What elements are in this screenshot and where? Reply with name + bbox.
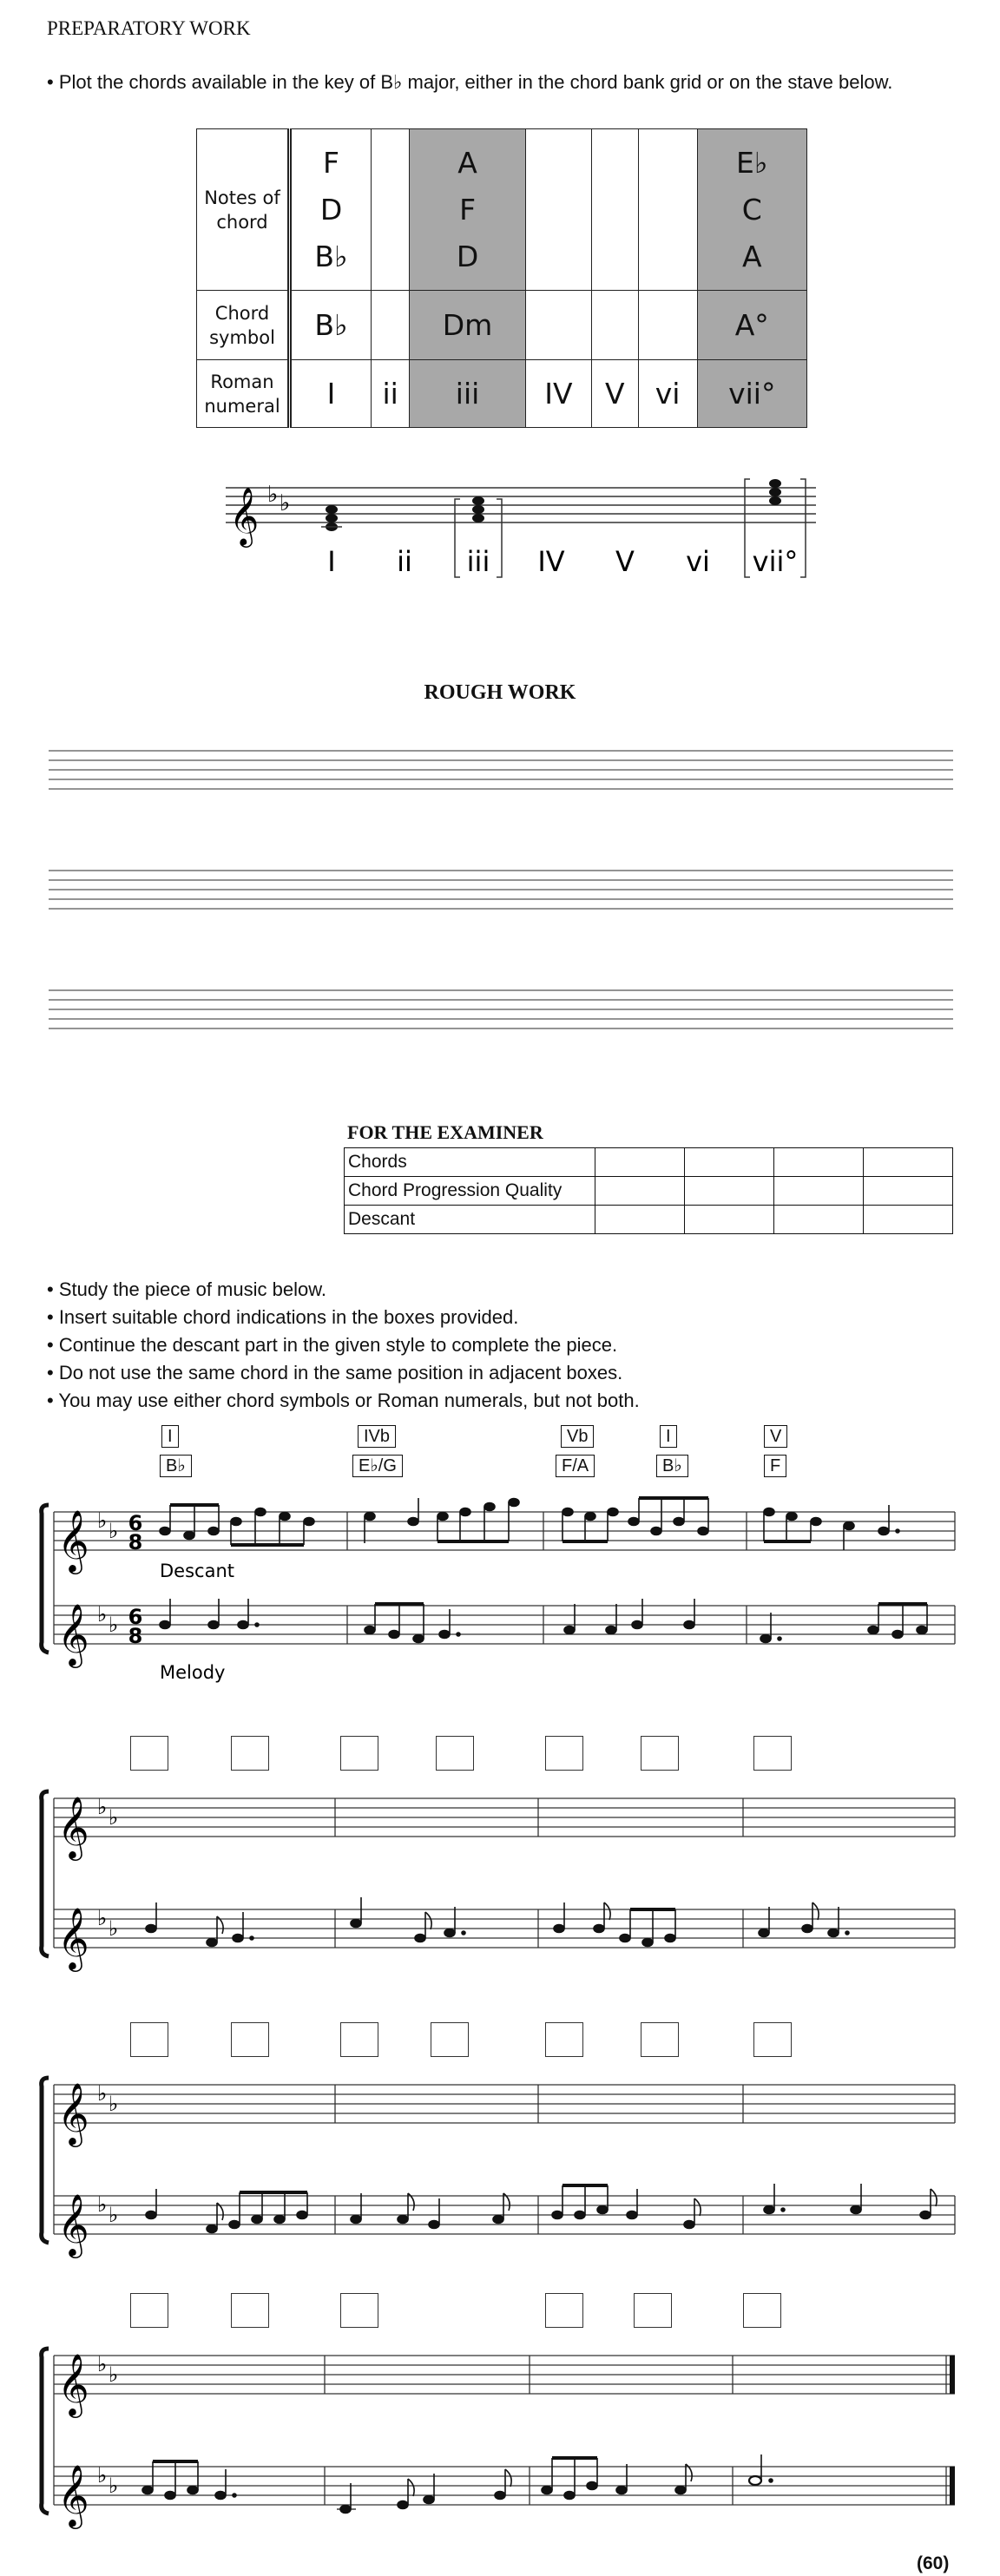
flat-icon: ♭ <box>109 1805 119 1830</box>
bracket-left <box>745 479 750 577</box>
instruction-bullet: • Study the piece of music below. <box>47 1278 326 1300</box>
treble-clef-icon: 𝄞 <box>57 2081 89 2145</box>
stave-numeral: ii <box>397 545 412 578</box>
numeral-cell: vii° <box>697 360 806 428</box>
numeral-cell: I <box>290 360 372 428</box>
treble-clef-icon: 𝄞 <box>57 1602 89 1666</box>
chord-answer-box[interactable] <box>340 1736 378 1771</box>
numeral-cell: iii <box>410 360 526 428</box>
notes-cell[interactable] <box>591 129 638 291</box>
chord-answer-box[interactable] <box>743 2293 781 2328</box>
descant-notes <box>160 1498 899 1550</box>
final-barline <box>950 2356 955 2394</box>
system-brace <box>42 2349 49 2514</box>
notes-cell[interactable]: F D B♭ <box>290 129 372 291</box>
chord-answer-box[interactable] <box>753 1736 792 1771</box>
chord-box-symbol: E♭/G <box>352 1455 403 1477</box>
symbol-cell[interactable]: A° <box>697 291 806 360</box>
bracket-left <box>455 499 460 577</box>
symbol-cell[interactable] <box>591 291 638 360</box>
descant-label: Descant <box>160 1561 234 1581</box>
instruction-bullet: • Continue the descant part in the given style to complete the piece. <box>47 1334 618 1356</box>
notes-cell[interactable]: E♭ C A <box>697 129 806 291</box>
chord-answer-box[interactable] <box>545 1736 583 1771</box>
flat-icon: ♭ <box>109 1916 119 1941</box>
chord-answer-box[interactable] <box>753 2022 792 2057</box>
chord-answer-box[interactable] <box>641 1736 679 1771</box>
chord-notes-I <box>321 505 342 531</box>
system-brace <box>42 1791 49 1956</box>
rough-work-title: ROUGH WORK <box>424 681 576 704</box>
symbol-cell[interactable]: Dm <box>410 291 526 360</box>
stave-numeral: vii° <box>752 545 799 578</box>
chord-bank-grid <box>196 128 807 428</box>
chord-box-symbol: B♭ <box>160 1455 192 1477</box>
music-system-4[interactable] <box>38 2336 967 2536</box>
notes-cell[interactable] <box>638 129 697 291</box>
flat-icon: ♭ <box>109 2203 119 2227</box>
notes-cell[interactable] <box>372 129 410 291</box>
examiner-title: FOR THE EXAMINER <box>347 1121 543 1143</box>
time-sig-bottom: 8 <box>128 1530 143 1554</box>
numeral-cell: vi <box>638 360 697 428</box>
chord-answer-box[interactable] <box>130 2022 168 2057</box>
instruction-bullet: • Do not use the same chord in the same position in adjacent boxes. <box>47 1362 623 1383</box>
stave-numeral: I <box>327 545 336 578</box>
symbol-cell[interactable] <box>372 291 410 360</box>
chord-notes-vii <box>769 479 781 505</box>
bracket-right <box>497 499 502 577</box>
examiner-row-label: Chords <box>345 1148 595 1177</box>
examiner-row-label: Chord Progression Quality <box>345 1177 595 1206</box>
chord-answer-box[interactable] <box>436 1736 474 1771</box>
flat-icon: ♭ <box>97 2192 108 2217</box>
flat-icon: ♭ <box>109 2474 119 2498</box>
chord-box-roman: I <box>660 1425 677 1448</box>
time-sig-top: 6 <box>128 1511 143 1535</box>
melody-notes <box>146 2184 937 2233</box>
stave-numeral: iii <box>466 545 490 578</box>
flat-icon: ♭ <box>267 482 279 508</box>
music-system-2[interactable] <box>38 1779 967 1979</box>
question-instructions <box>47 1276 640 1415</box>
notes-cell[interactable]: A F D <box>410 129 526 291</box>
flat-icon: ♭ <box>109 1613 119 1637</box>
section-title: PREPARATORY WORK <box>47 17 251 39</box>
total-marks: (60) <box>917 2553 950 2573</box>
preparatory-instruction: • Plot the chords available in the key of B♭ major, either in the chord bank grid or on the stave below. <box>47 71 893 93</box>
preparatory-stave <box>217 460 825 590</box>
flat-icon: ♭ <box>109 1519 119 1543</box>
chord-answer-box[interactable] <box>340 2293 378 2328</box>
rough-work-staves[interactable] <box>49 742 953 1055</box>
music-system-1 <box>38 1493 967 1692</box>
chord-answer-box[interactable] <box>431 2022 469 2057</box>
chord-answer-box[interactable] <box>545 2022 583 2057</box>
flat-icon: ♭ <box>109 2362 119 2387</box>
chord-answer-box[interactable] <box>545 2293 583 2328</box>
row-label-notes: Notes of chord <box>197 129 290 291</box>
treble-clef-icon: 𝄞 <box>57 2192 89 2256</box>
symbol-cell[interactable] <box>638 291 697 360</box>
flat-icon: ♭ <box>97 1906 108 1930</box>
flat-icon: ♭ <box>97 1602 108 1626</box>
numeral-cell: ii <box>372 360 410 428</box>
flat-icon: ♭ <box>280 490 291 516</box>
chord-answer-box[interactable] <box>130 2293 168 2328</box>
instruction-bullet: • You may use either chord symbols or Roman numerals, but not both. <box>47 1390 640 1411</box>
chord-box-symbol: F <box>764 1455 786 1477</box>
stave-numeral: IV <box>537 545 565 578</box>
time-sig-bottom: 8 <box>128 1624 143 1648</box>
flat-icon: ♭ <box>97 2081 108 2106</box>
notes-cell[interactable] <box>525 129 591 291</box>
chord-answer-box[interactable] <box>231 2293 269 2328</box>
stave-numeral: vi <box>686 545 710 578</box>
treble-clef-icon: 𝄞 <box>57 1508 89 1572</box>
system-brace <box>42 2078 49 2243</box>
flat-icon: ♭ <box>109 2092 119 2116</box>
chord-box-roman: Vb <box>561 1425 594 1448</box>
chord-answer-box[interactable] <box>231 1736 269 1771</box>
bracket-right <box>800 479 806 577</box>
instruction-bullet: • Insert suitable chord indications in the boxes provided. <box>47 1306 519 1328</box>
row-label-numeral: Roman numeral <box>197 360 290 428</box>
treble-clef-icon: 𝄞 <box>57 1795 89 1858</box>
chord-box-roman: V <box>764 1425 787 1448</box>
treble-clef-icon: 𝄞 <box>57 2352 89 2415</box>
chord-answer-box[interactable] <box>231 2022 269 2057</box>
flat-icon: ♭ <box>97 2352 108 2376</box>
stave-numeral: V <box>615 545 635 578</box>
symbol-cell[interactable] <box>525 291 591 360</box>
examiner-table <box>344 1147 953 1234</box>
chord-answer-box[interactable] <box>340 2022 378 2057</box>
melody-label: Melody <box>160 1662 226 1683</box>
final-barline <box>950 2467 955 2505</box>
treble-clef-icon: 𝄞 <box>57 2463 89 2527</box>
row-label-symbol: Chord symbol <box>197 291 290 360</box>
treble-clef-icon: 𝄞 <box>229 486 260 545</box>
music-system-3[interactable] <box>38 2066 967 2265</box>
chord-box-symbol: F/A <box>556 1455 595 1477</box>
chord-box-symbol: B♭ <box>656 1455 688 1477</box>
chord-box-roman: IVb <box>358 1425 396 1448</box>
flat-icon: ♭ <box>97 1508 108 1533</box>
numeral-cell: V <box>591 360 638 428</box>
flat-icon: ♭ <box>97 2463 108 2487</box>
system-brace <box>42 1505 49 1653</box>
flat-icon: ♭ <box>97 1795 108 1819</box>
examiner-row-label: Descant <box>345 1206 595 1234</box>
chord-answer-box[interactable] <box>130 1736 168 1771</box>
chord-answer-box[interactable] <box>634 2293 672 2328</box>
chord-notes-iii <box>472 496 484 522</box>
chord-answer-box[interactable] <box>641 2022 679 2057</box>
symbol-cell[interactable]: B♭ <box>290 291 372 360</box>
chord-box-roman: I <box>161 1425 179 1448</box>
time-sig-top: 6 <box>128 1605 143 1629</box>
numeral-cell: IV <box>525 360 591 428</box>
treble-clef-icon: 𝄞 <box>57 1906 89 1969</box>
